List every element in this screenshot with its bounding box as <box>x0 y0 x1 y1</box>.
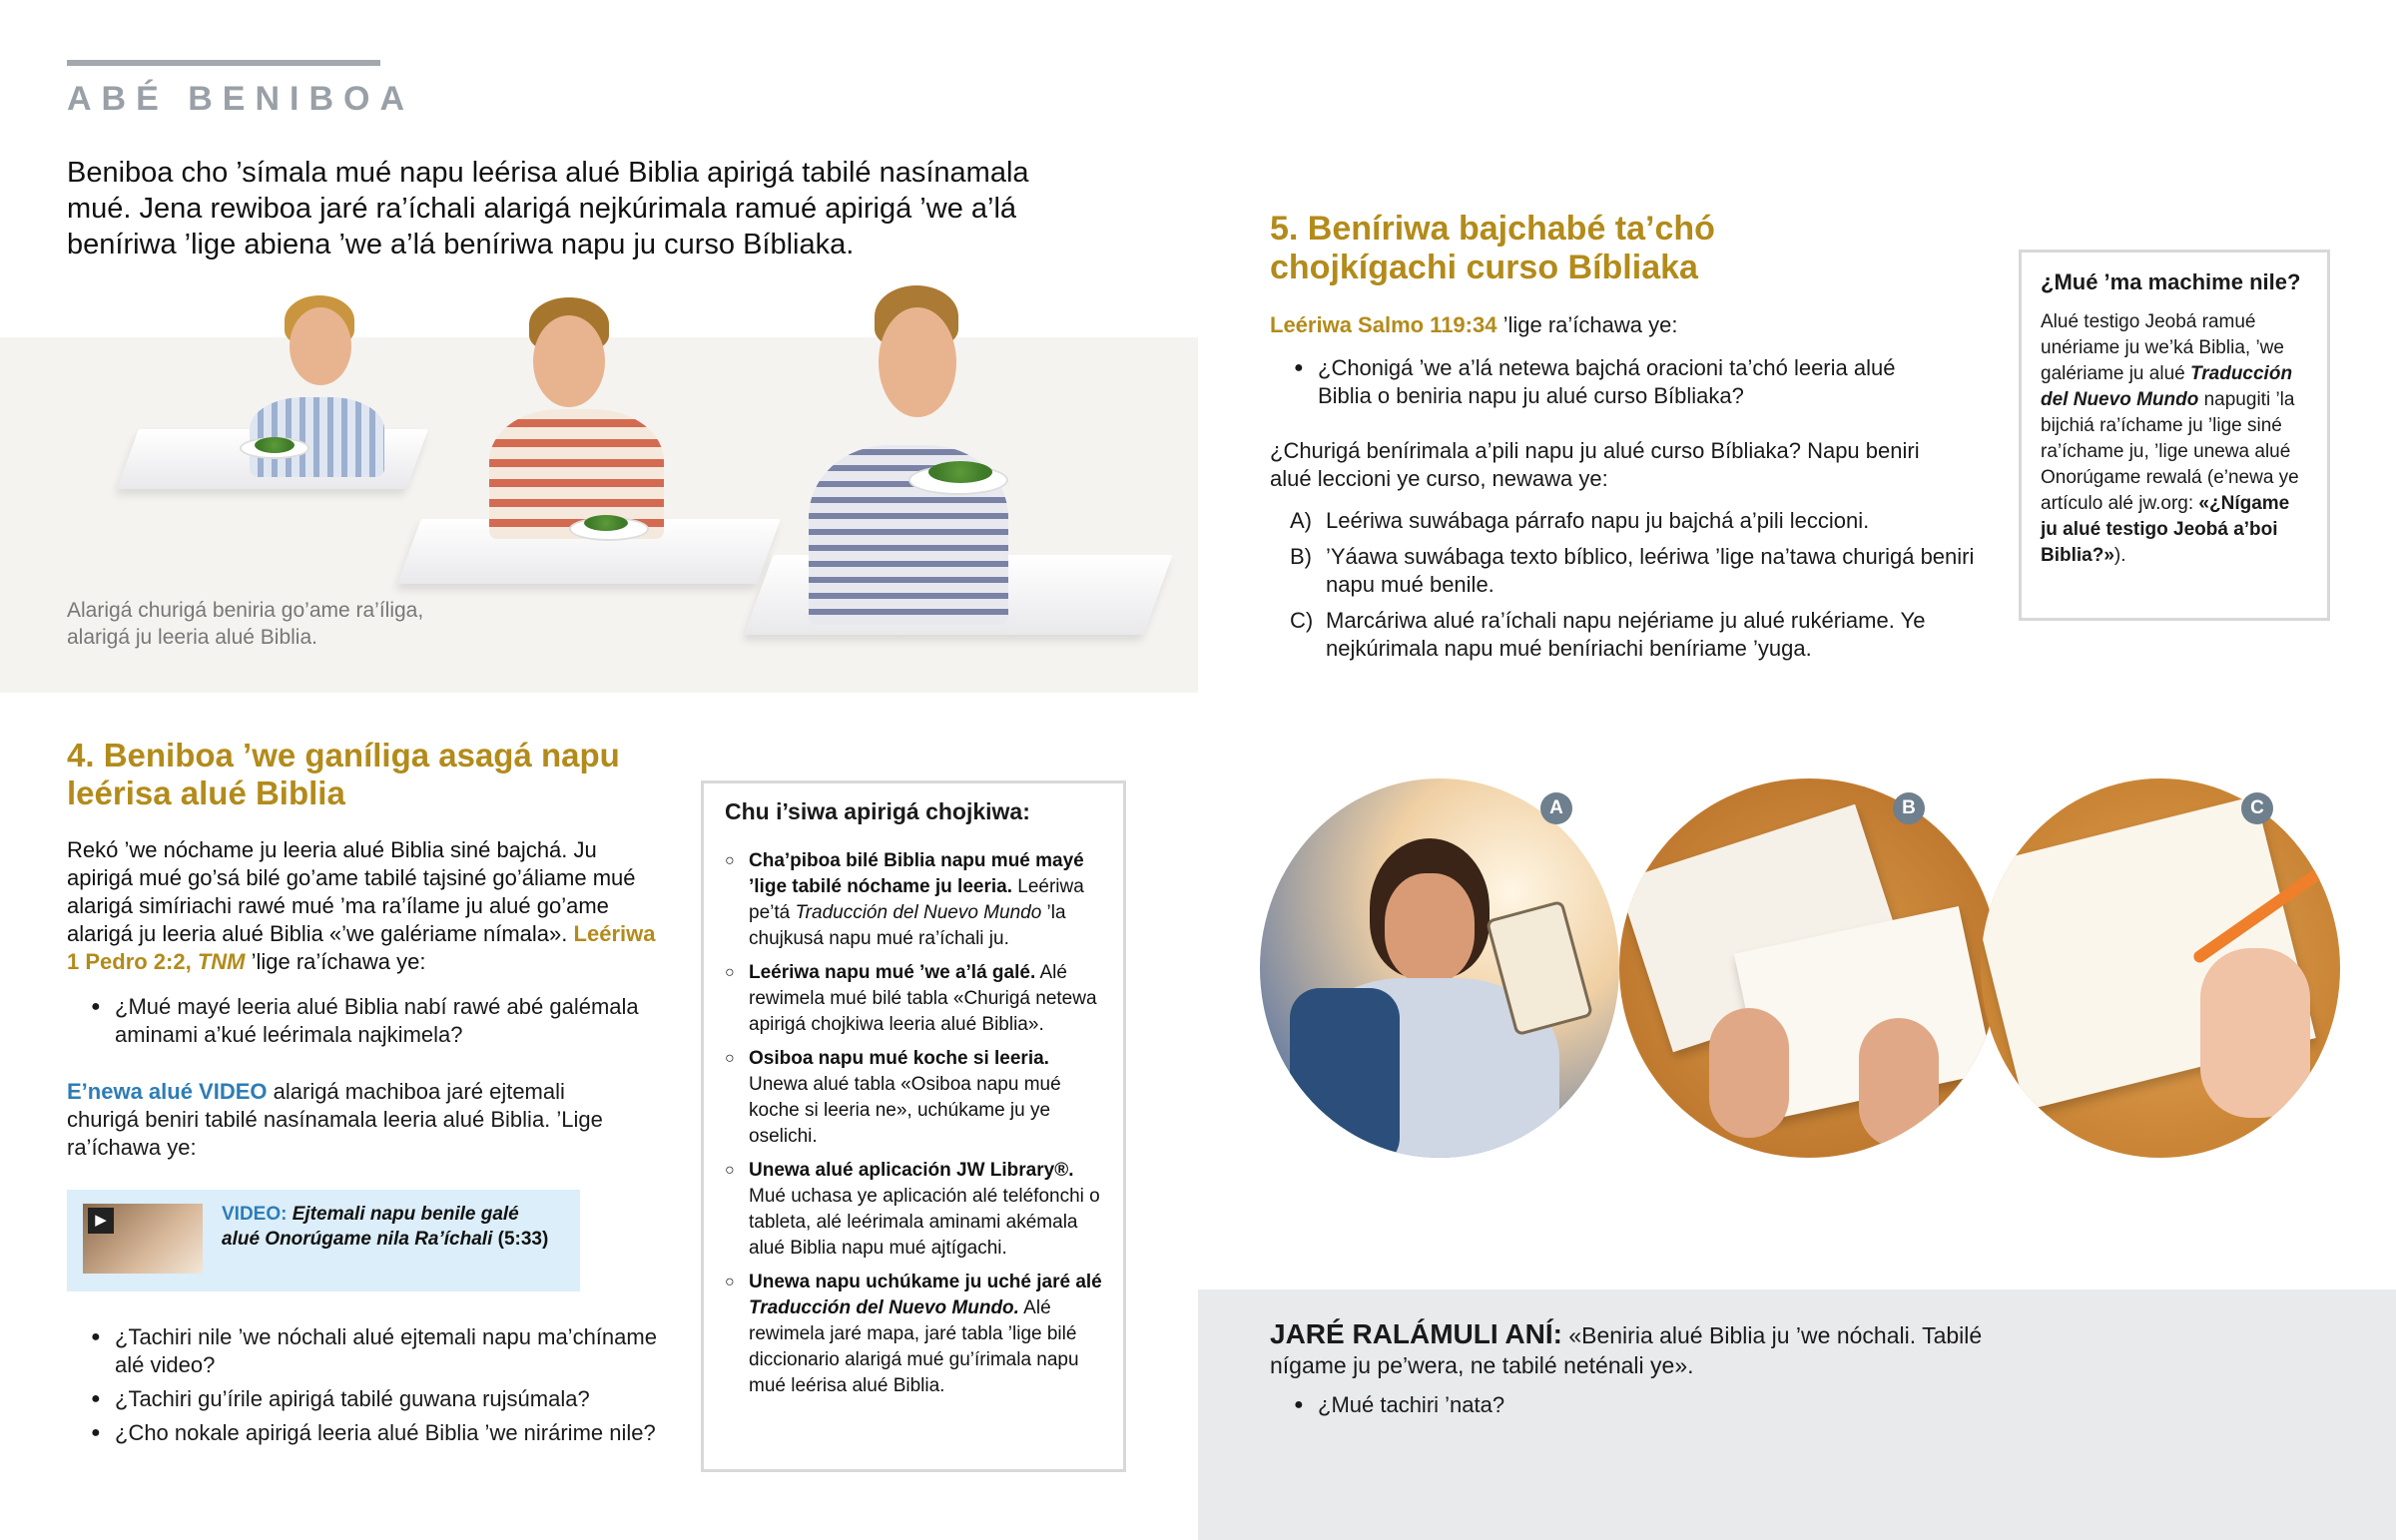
tip-tail: Alé rewimela jaré mapa, jaré tabla ’lige bilé diccionario alarigá mué gu’írimala napu mué leérisa alué Biblia. <box>749 1297 1079 1396</box>
list-item: ● ¿Chonigá ’we a’lá netewa bajchá oracioni ta’chó leeria alué Biblia o beniria napu ju alué curso Bíbliaka? <box>1270 354 1949 410</box>
tip-item <box>725 960 1104 1038</box>
quote-question-list <box>1270 1391 1869 1425</box>
vegetables-2 <box>584 515 628 531</box>
quote-text <box>1270 1319 2029 1380</box>
section-label: ABÉ BENIBOA <box>67 80 415 118</box>
tip-bold: Cha’piboa bilé Biblia napu mué mayé ’lige tabilé nóchame ju leeria. <box>749 850 1084 897</box>
tip-item <box>725 1158 1104 1262</box>
tnm-abbreviation: TNM <box>197 949 246 974</box>
tip-text: Unewa alué tabla «Osiboa napu mué koche si leeria ne», uchúkame ju ye oselichi. <box>749 1074 1061 1147</box>
quote-body: «Beniria alué Biblia ju ’we nóchali. Tabilé nígame ju pe’wera, ne tabilé neténali ye». <box>1270 1322 1983 1378</box>
tip-bold: Unewa napu uchúkame ju uché jaré alé <box>749 1272 1102 1292</box>
scripture-link-psalm[interactable]: Leériwa Salmo 119:34 <box>1270 312 1498 337</box>
video-intro <box>67 1078 606 1162</box>
list-item: ● ¿Mué mayé leeria alué Biblia nabí rawé abé galémala aminami a’kué leérimala najkimela? <box>67 993 666 1049</box>
quote-lead: JARÉ RALÁMULI ANÍ: <box>1270 1318 1562 1349</box>
header-rule <box>67 60 380 66</box>
step-letter: A) <box>1290 508 1312 533</box>
tip-italic: Traducción del Nuevo Mundo. <box>749 1297 1019 1318</box>
illustration-caption: Alarigá churigá beniria go’ame ra’íliga, alarigá ju leeria alué Biblia. <box>67 599 424 649</box>
article-link[interactable]: «¿Nígame ju alué testigo Jeobá a’boi Biblia?» <box>2041 493 2290 566</box>
section-5-read <box>1270 311 1677 339</box>
step-text: Leériwa suwábaga párrafo napu ju bajchá a’pili leccioni. <box>1326 508 1870 533</box>
intro-paragraph: Beniboa cho ’símala mué napu leérisa alué Biblia apirigá tabilé nasínamala mué. Jena rewiboa jaré ra’íchali alarigá nejkúrimala ramué apirigá ’we a’lá beníriwa ’lige abiena ’we a’lá beníriwa napu ju curso Bíbliaka. <box>67 157 1029 260</box>
video-duration: (5:33) <box>497 1229 549 1250</box>
video-title: Ejtemali napu benile galé alué Onorúgame nila Ra’íchali <box>222 1204 519 1250</box>
vegetables-1 <box>255 437 295 453</box>
step-text: Marcáriwa alué ra’íchali napu nejériame ju alué rukériame. Ye nejkúrimala napu mué beníriachi beníriame ’yuga. <box>1326 608 1926 661</box>
list-item: ● ¿Cho nokale apirigá leeria alué Biblia ’we nirárime nile? <box>67 1419 666 1447</box>
step-item <box>1290 507 1979 535</box>
info-box-text <box>2041 309 2310 569</box>
section-4-heading: 4. Beniboa ’we ganíliga asagá napu leérisa alué Biblia <box>67 737 620 811</box>
vegetables-3 <box>928 461 992 483</box>
tip-bold: Leériwa napu mué ’we a’lá galé. <box>749 962 1036 983</box>
video-link[interactable]: E’newa alué VIDEO <box>67 1079 268 1104</box>
tips-list <box>725 848 1104 1407</box>
tip-bold: Unewa alué aplicación JW Library®. <box>749 1160 1074 1181</box>
tip-item <box>725 848 1104 952</box>
read-instruction: ’lige ra’íchawa ye: <box>1497 312 1678 337</box>
list-item: ● ¿Mué tachiri ’nata? <box>1270 1391 1869 1419</box>
video-label: VIDEO: <box>222 1204 288 1225</box>
step-letter: B) <box>1290 544 1312 569</box>
badge-b: B <box>1893 792 1925 824</box>
video-caption[interactable] <box>222 1202 561 1252</box>
tip-italic: Traducción del Nuevo Mundo <box>795 902 1042 923</box>
list-item: ● ¿Tachiri gu’írile apirigá tabilé guwana rujsúmala? <box>67 1385 666 1413</box>
tip-item <box>725 1046 1104 1150</box>
info-text-3: ). <box>2113 545 2126 566</box>
section-4-paragraph <box>67 836 666 976</box>
section-5-question-list <box>1270 354 1949 416</box>
tip-text: Mué uchasa ye aplicación alé teléfonchi o tableta, alé leérimala aminami akémala alué Biblia napu mué ajtígachi. <box>749 1186 1100 1259</box>
step-text: ’Yáawa suwábaga texto bíblico, leériwa ’lige na’tawa churigá beniri napu mué benile. <box>1326 544 1975 597</box>
video-question-list <box>67 1323 666 1453</box>
tip-text: Alé rewimela mué bilé tabla «Churigá netewa apirigá chojkiwa leeria alué Biblia». <box>749 962 1097 1035</box>
section-5-paragraph: ¿Churigá benírimala a’pili napu ju alué curso Bíbliaka? Napu beniri alué leccioni ye curso, newawa ye: <box>1270 438 1920 491</box>
section-4-text: Rekó ’we nóchame ju leeria alué Biblia siné bajchá. Ju apirigá mué go’sá bilé go’ame tabilé tajsiné go’áliame mué alarigá simíriachi rawé mué ’ma ra’ílame ju alué go’ame alarigá ju leeria alué Biblia «’we galériame nímala». <box>67 837 636 946</box>
info-box-heading: ¿Mué ’ma machime nile? <box>2041 269 2301 294</box>
tips-heading: Chu i’siwa apirigá chojkiwa: <box>725 798 1030 824</box>
steps-list <box>1290 507 1979 671</box>
illustration-girl-reading-phone <box>1260 778 1619 1158</box>
tip-text: Leériwa pe’tá <box>749 876 1084 923</box>
list-item: ● ¿Tachiri nile ’we nóchali alué ejtemali napu ma’chíname alé video? <box>67 1323 666 1379</box>
scripture-link-1-peter[interactable]: Leériwa 1 Pedro 2:2, <box>67 921 656 974</box>
info-text: Alué testigo Jeobá ramué unériame ju we’ká Biblia, ’we galériame ju alué <box>2041 311 2284 384</box>
video-intro-text: alarigá machiboa jaré ejtemali churigá beniri tabilé nasínamala leeria alué Biblia. ’Lige ra’íchawa ye: <box>67 1079 603 1160</box>
tip-item <box>725 1270 1104 1399</box>
info-text-2: napugiti ’la bijchiá ra’íchame ju ’lige siné ra’íchame ju, ’lige unewa alué Onorúgame rewalá (e’newa ye artículo alé jw.org: <box>2041 389 2299 514</box>
section-5-heading: 5. Beníriwa bajchabé ta’chó chojkígachi curso Bíbliaka <box>1270 210 1715 286</box>
info-italic: Traducción del Nuevo Mundo <box>2041 363 2293 410</box>
read-instruction: ’lige ra’íchawa ye: <box>245 949 426 974</box>
tip-bold: Osiboa napu mué koche si leeria. <box>749 1048 1049 1069</box>
badge-c: C <box>2241 792 2273 824</box>
tip-tail: ’la chujkusá napu mué ra’íchali ju. <box>749 902 1066 949</box>
section-4-question-list <box>67 993 666 1055</box>
step-letter: C) <box>1290 608 1314 633</box>
illustration-open-book <box>1619 778 1999 1158</box>
step-item <box>1290 607 1979 663</box>
badge-a: A <box>1540 792 1572 824</box>
step-item <box>1290 543 1979 599</box>
illustration-marking-book <box>1981 778 2340 1158</box>
play-icon[interactable]: ▶ <box>88 1208 114 1234</box>
